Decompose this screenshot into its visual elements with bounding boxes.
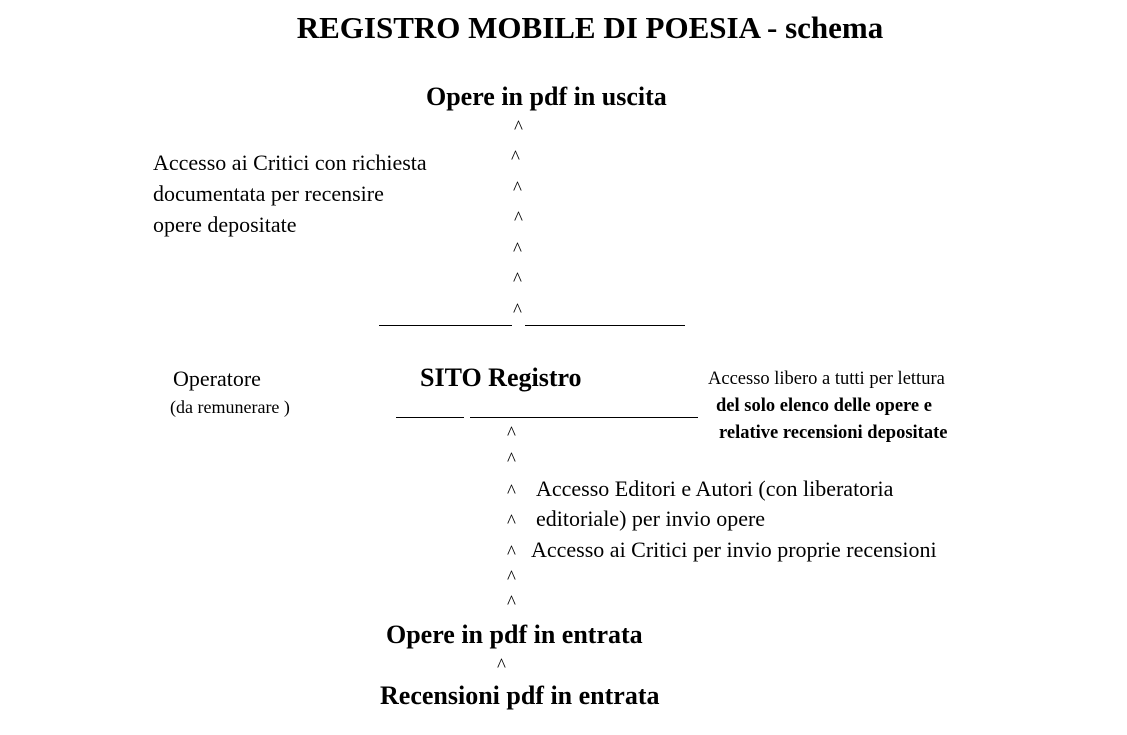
free-access-line: Accesso libero a tutti per lettura <box>708 369 945 389</box>
free-access-line: del solo elenco delle opere e <box>716 396 932 416</box>
upper-rule-right <box>525 325 685 326</box>
arrow-up-icon: ^ <box>507 423 516 444</box>
site-node: SITO Registro <box>420 363 582 392</box>
arrow-up-icon: ^ <box>513 239 522 260</box>
arrow-up-icon: ^ <box>507 511 516 532</box>
arrow-up-icon: ^ <box>514 208 523 229</box>
publishers-access-line: Accesso Editori e Autori (con liberatoria <box>536 476 894 501</box>
critics-request-line: documentata per recensire <box>153 181 384 206</box>
arrow-up-icon: ^ <box>507 592 516 613</box>
critics-request-line: opere depositate <box>153 212 297 237</box>
arrow-up-icon: ^ <box>513 269 522 290</box>
arrow-up-icon: ^ <box>507 481 516 502</box>
input-reviews-label: Recensioni pdf in entrata <box>380 681 660 710</box>
arrow-up-icon: ^ <box>513 178 522 199</box>
arrow-up-icon: ^ <box>497 655 506 676</box>
critics-request-note <box>153 147 427 240</box>
arrow-up-icon: ^ <box>507 542 516 563</box>
operator-label: Operatore <box>173 366 261 391</box>
arrow-up-icon: ^ <box>507 567 516 588</box>
upper-rule-left <box>379 325 512 326</box>
arrow-up-icon: ^ <box>514 117 523 138</box>
input-works-label: Opere in pdf in entrata <box>386 620 643 649</box>
free-access-line: relative recensioni depositate <box>719 423 948 443</box>
page-title: REGISTRO MOBILE DI POESIA - schema <box>296 10 884 45</box>
publishers-access-line: editoriale) per invio opere <box>536 506 766 531</box>
output-works-label: Opere in pdf in uscita <box>426 82 667 111</box>
critics-send-note: Accesso ai Critici per invio proprie recensioni <box>531 537 937 562</box>
critics-request-line: Accesso ai Critici con richiesta <box>153 150 427 175</box>
arrow-up-icon: ^ <box>511 147 520 168</box>
arrow-up-icon: ^ <box>513 300 522 321</box>
lower-rule-right <box>470 417 698 418</box>
operator-note: (da remunerare ) <box>170 397 290 417</box>
lower-rule-left <box>396 417 464 418</box>
arrow-up-icon: ^ <box>507 449 516 470</box>
